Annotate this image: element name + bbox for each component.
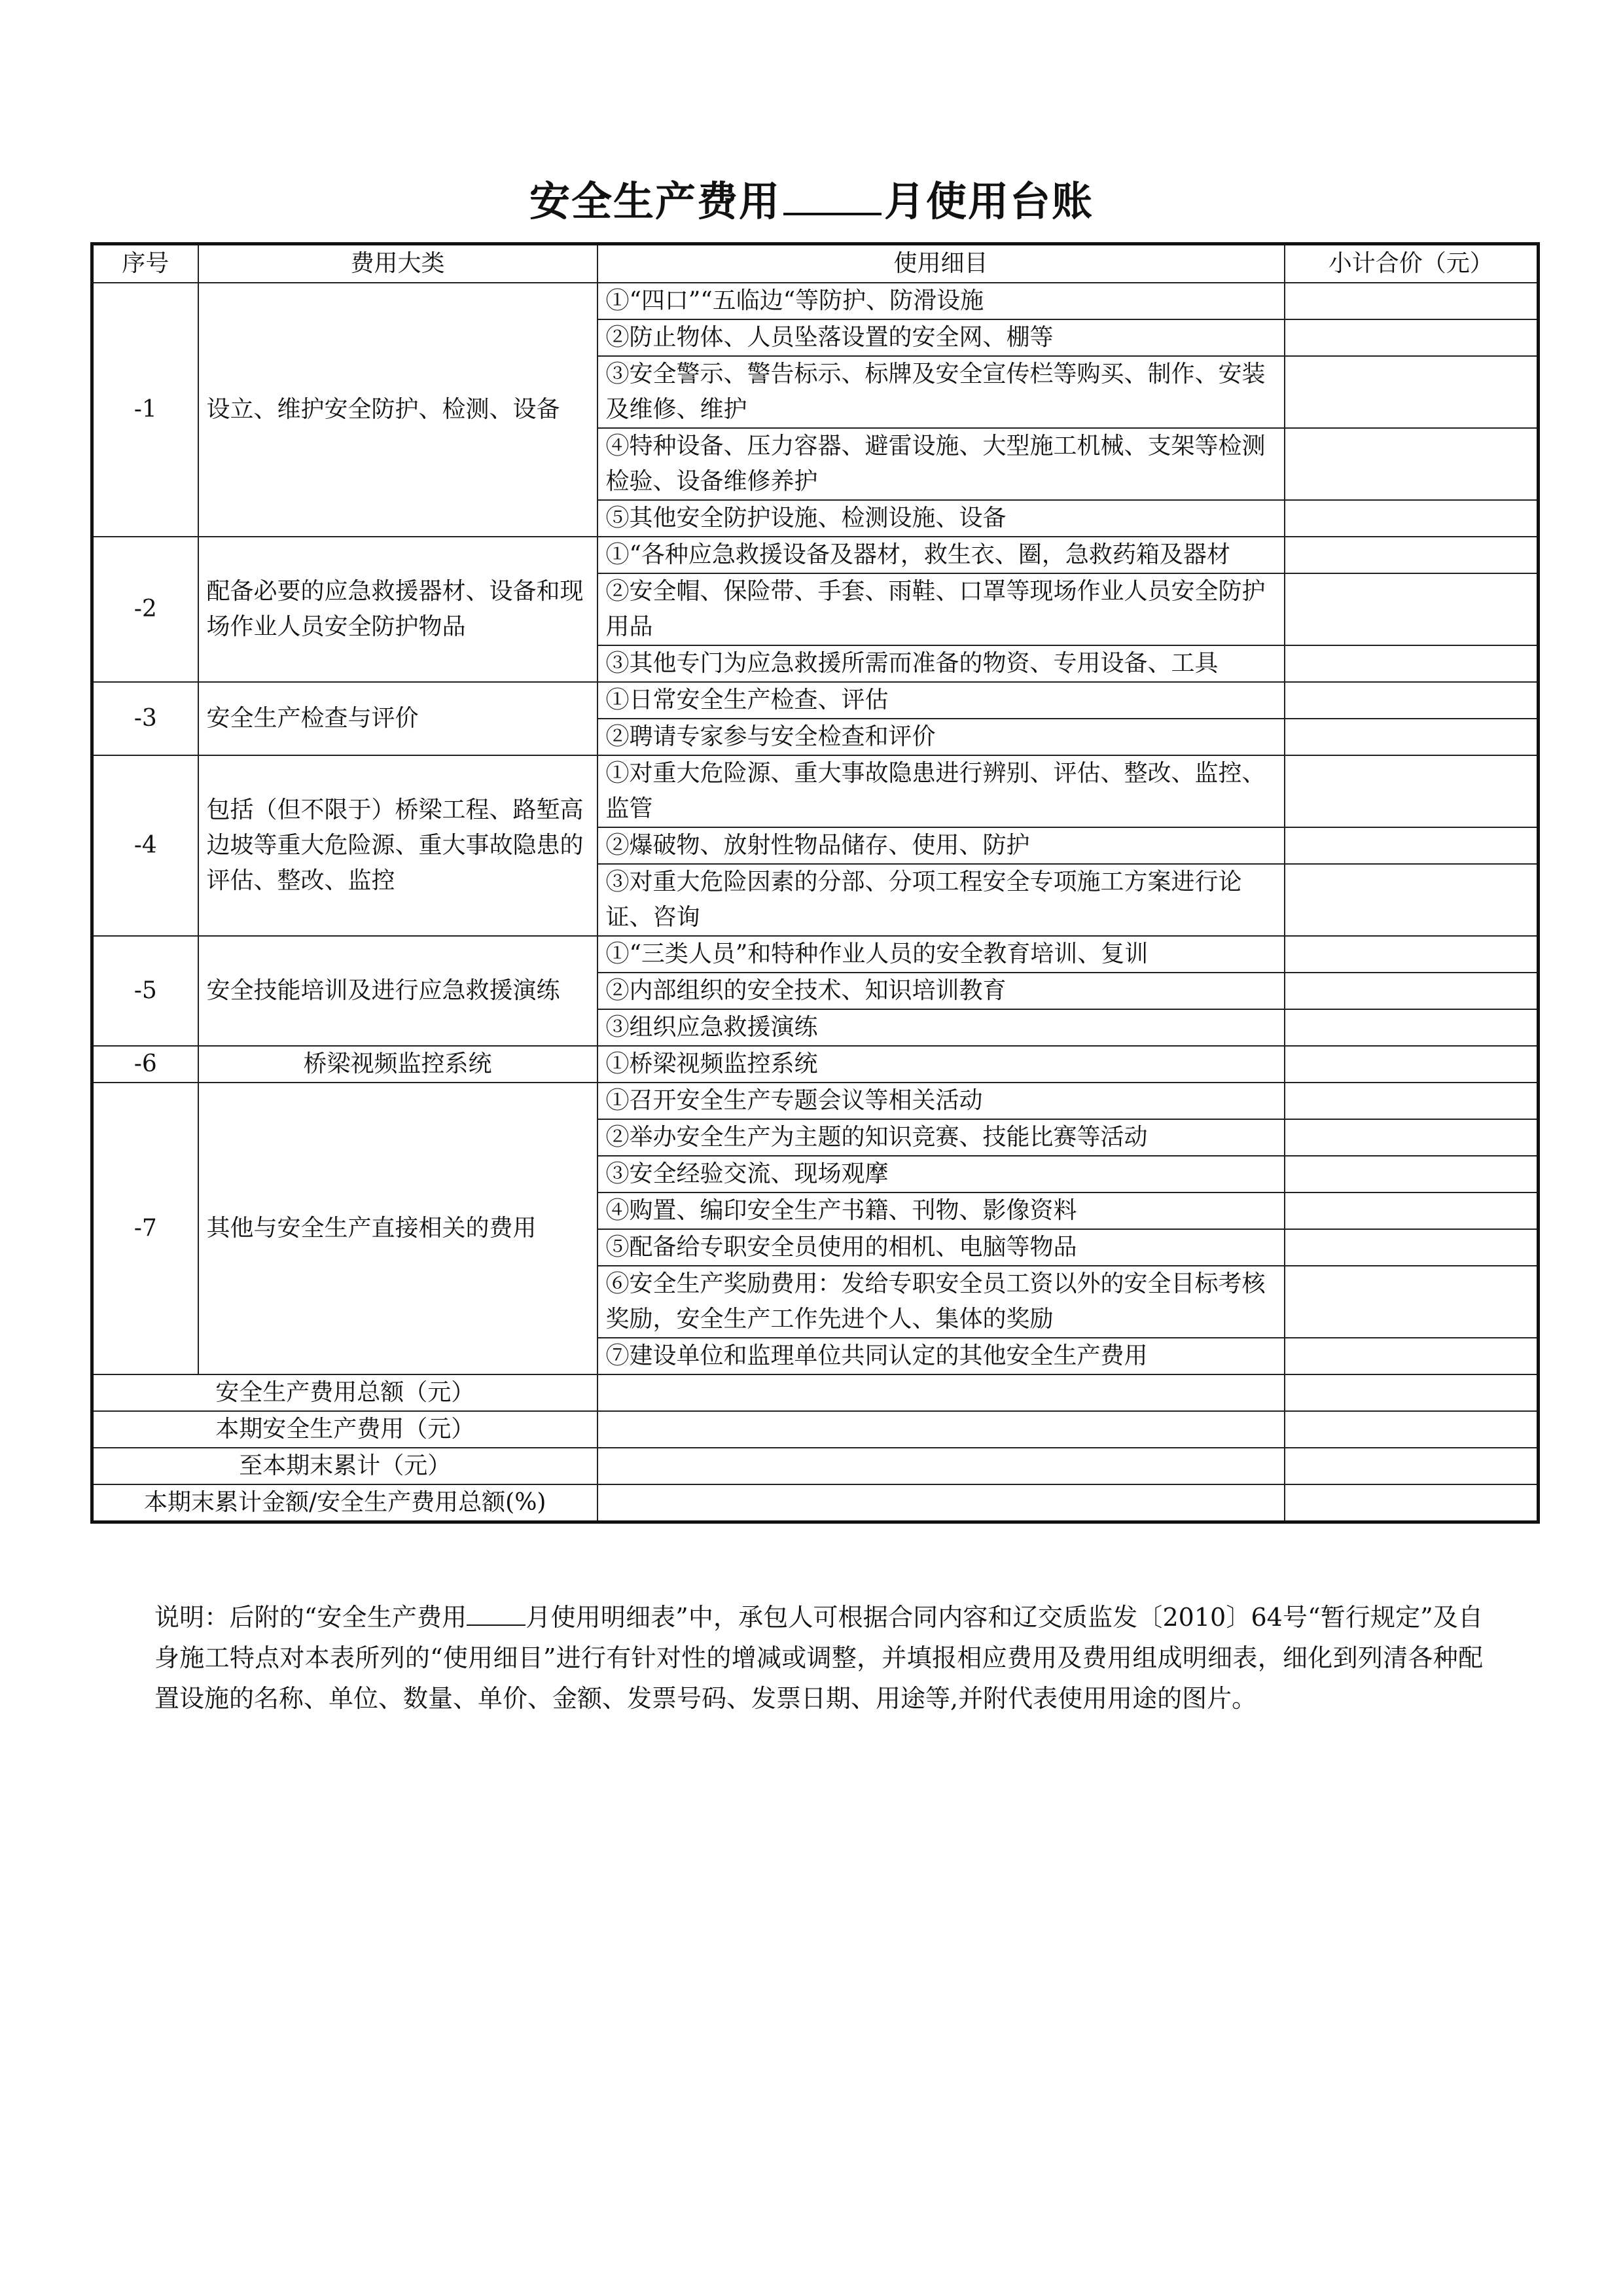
detail-cell: ③安全经验交流、现场观摩 xyxy=(597,1156,1285,1193)
detail-cell: ②聘请专家参与安全检查和评价 xyxy=(597,719,1285,755)
category-cell: 配备必要的应急救援器材、设备和现场作业人员安全防护物品 xyxy=(198,537,597,682)
category-cell: 其他与安全生产直接相关的费用 xyxy=(198,1083,597,1374)
subtotal-input-cell[interactable] xyxy=(1285,864,1539,936)
subtotal-input-cell[interactable] xyxy=(1285,500,1539,537)
detail-cell: ③对重大危险因素的分部、分项工程安全专项施工方案进行论证、咨询 xyxy=(597,864,1285,936)
summary-row xyxy=(92,1484,1539,1522)
subtotal-input-cell[interactable] xyxy=(1285,573,1539,645)
seq-cell: -1 xyxy=(92,283,198,537)
header-seq: 序号 xyxy=(92,244,198,283)
summary-value-cell[interactable] xyxy=(597,1484,1285,1522)
header-row xyxy=(92,244,1539,283)
subtotal-input-cell[interactable] xyxy=(1285,428,1539,500)
summary-row xyxy=(92,1448,1539,1484)
note-part2: 月使用明细表”中，承包人可根据合同内容和辽交质监发〔2010〕64号“暂行规定”及自身施工特点对本表所列的“使用细目”进行有针对性的增减或调整，并填报相应费用及费用组成明细表，细化到列清各种配置设施的名称、单位、数量、单价、金额、发票号码、发票日期、用途等,并附代表使用用途的图片。 xyxy=(154,1603,1483,1713)
detail-cell: ③其他专门为应急救援所需而准备的物资、专用设备、工具 xyxy=(597,645,1285,682)
subtotal-input-cell[interactable] xyxy=(1285,356,1539,428)
title-prefix: 安全生产费用 xyxy=(529,177,781,225)
subtotal-input-cell[interactable] xyxy=(1285,682,1539,719)
note-part1: 说明：后附的“安全生产费用 xyxy=(154,1603,467,1632)
subtotal-input-cell[interactable] xyxy=(1285,283,1539,319)
summary-extra-cell[interactable] xyxy=(1285,1448,1539,1484)
table-row xyxy=(92,1046,1539,1083)
detail-cell: ⑥安全生产奖励费用：发给专职安全员工资以外的安全目标考核奖励，安全生产工作先进个人、集体的奖励 xyxy=(597,1266,1285,1338)
subtotal-input-cell[interactable] xyxy=(1285,936,1539,973)
detail-cell: ①桥梁视频监控系统 xyxy=(597,1046,1285,1083)
detail-cell: ①“各种应急救援设备及器材，救生衣、圈，急救药箱及器材 xyxy=(597,537,1285,573)
ledger-table xyxy=(90,242,1540,1524)
subtotal-input-cell[interactable] xyxy=(1285,319,1539,356)
subtotal-input-cell[interactable] xyxy=(1285,1229,1539,1266)
note-month-blank xyxy=(467,1605,526,1626)
detail-cell: ①“四口”“五临边“等防护、防滑设施 xyxy=(597,283,1285,319)
subtotal-input-cell[interactable] xyxy=(1285,1119,1539,1156)
seq-cell: -7 xyxy=(92,1083,198,1374)
subtotal-input-cell[interactable] xyxy=(1285,1338,1539,1374)
detail-cell: ⑤其他安全防护设施、检测设施、设备 xyxy=(597,500,1285,537)
seq-cell: -2 xyxy=(92,537,198,682)
summary-label: 安全生产费用总额（元） xyxy=(92,1374,597,1411)
detail-cell: ①“三类人员”和特种作业人员的安全教育培训、复训 xyxy=(597,936,1285,973)
summary-label: 本期安全生产费用（元） xyxy=(92,1411,597,1448)
summary-label: 至本期末累计（元） xyxy=(92,1448,597,1484)
subtotal-input-cell[interactable] xyxy=(1285,1266,1539,1338)
category-cell: 桥梁视频监控系统 xyxy=(198,1046,597,1083)
detail-cell: ④购置、编印安全生产书籍、刊物、影像资料 xyxy=(597,1193,1285,1229)
table-row xyxy=(92,682,1539,719)
subtotal-input-cell[interactable] xyxy=(1285,1009,1539,1046)
summary-row xyxy=(92,1374,1539,1411)
header-subtotal: 小计合价（元） xyxy=(1285,244,1539,283)
subtotal-input-cell[interactable] xyxy=(1285,1156,1539,1193)
ledger-body xyxy=(92,283,1539,1522)
table-row xyxy=(92,537,1539,573)
seq-cell: -5 xyxy=(92,936,198,1046)
table-row xyxy=(92,283,1539,319)
category-cell: 安全技能培训及进行应急救援演练 xyxy=(198,936,597,1046)
detail-cell: ①召开安全生产专题会议等相关活动 xyxy=(597,1083,1285,1119)
summary-value-cell[interactable] xyxy=(597,1374,1285,1411)
summary-value-cell[interactable] xyxy=(597,1448,1285,1484)
summary-extra-cell[interactable] xyxy=(1285,1411,1539,1448)
page-title xyxy=(0,169,1623,227)
table-row xyxy=(92,1083,1539,1119)
detail-cell: ②爆破物、放射性物品储存、使用、防护 xyxy=(597,827,1285,864)
detail-cell: ③安全警示、警告标示、标牌及安全宣传栏等购买、制作、安装及维修、维护 xyxy=(597,356,1285,428)
seq-cell: -3 xyxy=(92,682,198,755)
category-cell: 设立、维护安全防护、检测、设备 xyxy=(198,283,597,537)
detail-cell: ③组织应急救援演练 xyxy=(597,1009,1285,1046)
subtotal-input-cell[interactable] xyxy=(1285,755,1539,827)
subtotal-input-cell[interactable] xyxy=(1285,1083,1539,1119)
subtotal-input-cell[interactable] xyxy=(1285,827,1539,864)
detail-cell: ①对重大危险源、重大事故隐患进行辨别、评估、整改、监控、监管 xyxy=(597,755,1285,827)
subtotal-input-cell[interactable] xyxy=(1285,645,1539,682)
title-suffix: 月使用台账 xyxy=(884,177,1094,225)
subtotal-input-cell[interactable] xyxy=(1285,1046,1539,1083)
category-cell: 安全生产检查与评价 xyxy=(198,682,597,755)
summary-value-cell[interactable] xyxy=(597,1411,1285,1448)
summary-extra-cell[interactable] xyxy=(1285,1484,1539,1522)
subtotal-input-cell[interactable] xyxy=(1285,973,1539,1009)
summary-row xyxy=(92,1411,1539,1448)
category-cell: 包括（但不限于）桥梁工程、路堑高边坡等重大危险源、重大事故隐患的评估、整改、监控 xyxy=(198,755,597,936)
detail-cell: ②防止物体、人员坠落设置的安全网、棚等 xyxy=(597,319,1285,356)
detail-cell: ⑦建设单位和监理单位共同认定的其他安全生产费用 xyxy=(597,1338,1285,1374)
detail-cell: ⑤配备给专职安全员使用的相机、电脑等物品 xyxy=(597,1229,1285,1266)
detail-cell: ④特种设备、压力容器、避雷设施、大型施工机械、支架等检测检验、设备维修养护 xyxy=(597,428,1285,500)
header-detail: 使用细目 xyxy=(597,244,1285,283)
subtotal-input-cell[interactable] xyxy=(1285,719,1539,755)
detail-cell: ②举办安全生产为主题的知识竞赛、技能比赛等活动 xyxy=(597,1119,1285,1156)
summary-extra-cell[interactable] xyxy=(1285,1374,1539,1411)
table-row xyxy=(92,755,1539,827)
month-blank xyxy=(783,179,882,215)
table-row xyxy=(92,936,1539,973)
header-category: 费用大类 xyxy=(198,244,597,283)
detail-cell: ②安全帽、保险带、手套、雨鞋、口罩等现场作业人员安全防护用品 xyxy=(597,573,1285,645)
summary-label: 本期末累计金额/安全生产费用总额(%) xyxy=(92,1484,597,1522)
explanation-note xyxy=(154,1597,1483,1719)
subtotal-input-cell[interactable] xyxy=(1285,1193,1539,1229)
seq-cell: -4 xyxy=(92,755,198,936)
subtotal-input-cell[interactable] xyxy=(1285,537,1539,573)
detail-cell: ②内部组织的安全技术、知识培训教育 xyxy=(597,973,1285,1009)
seq-cell: -6 xyxy=(92,1046,198,1083)
detail-cell: ①日常安全生产检查、评估 xyxy=(597,682,1285,719)
